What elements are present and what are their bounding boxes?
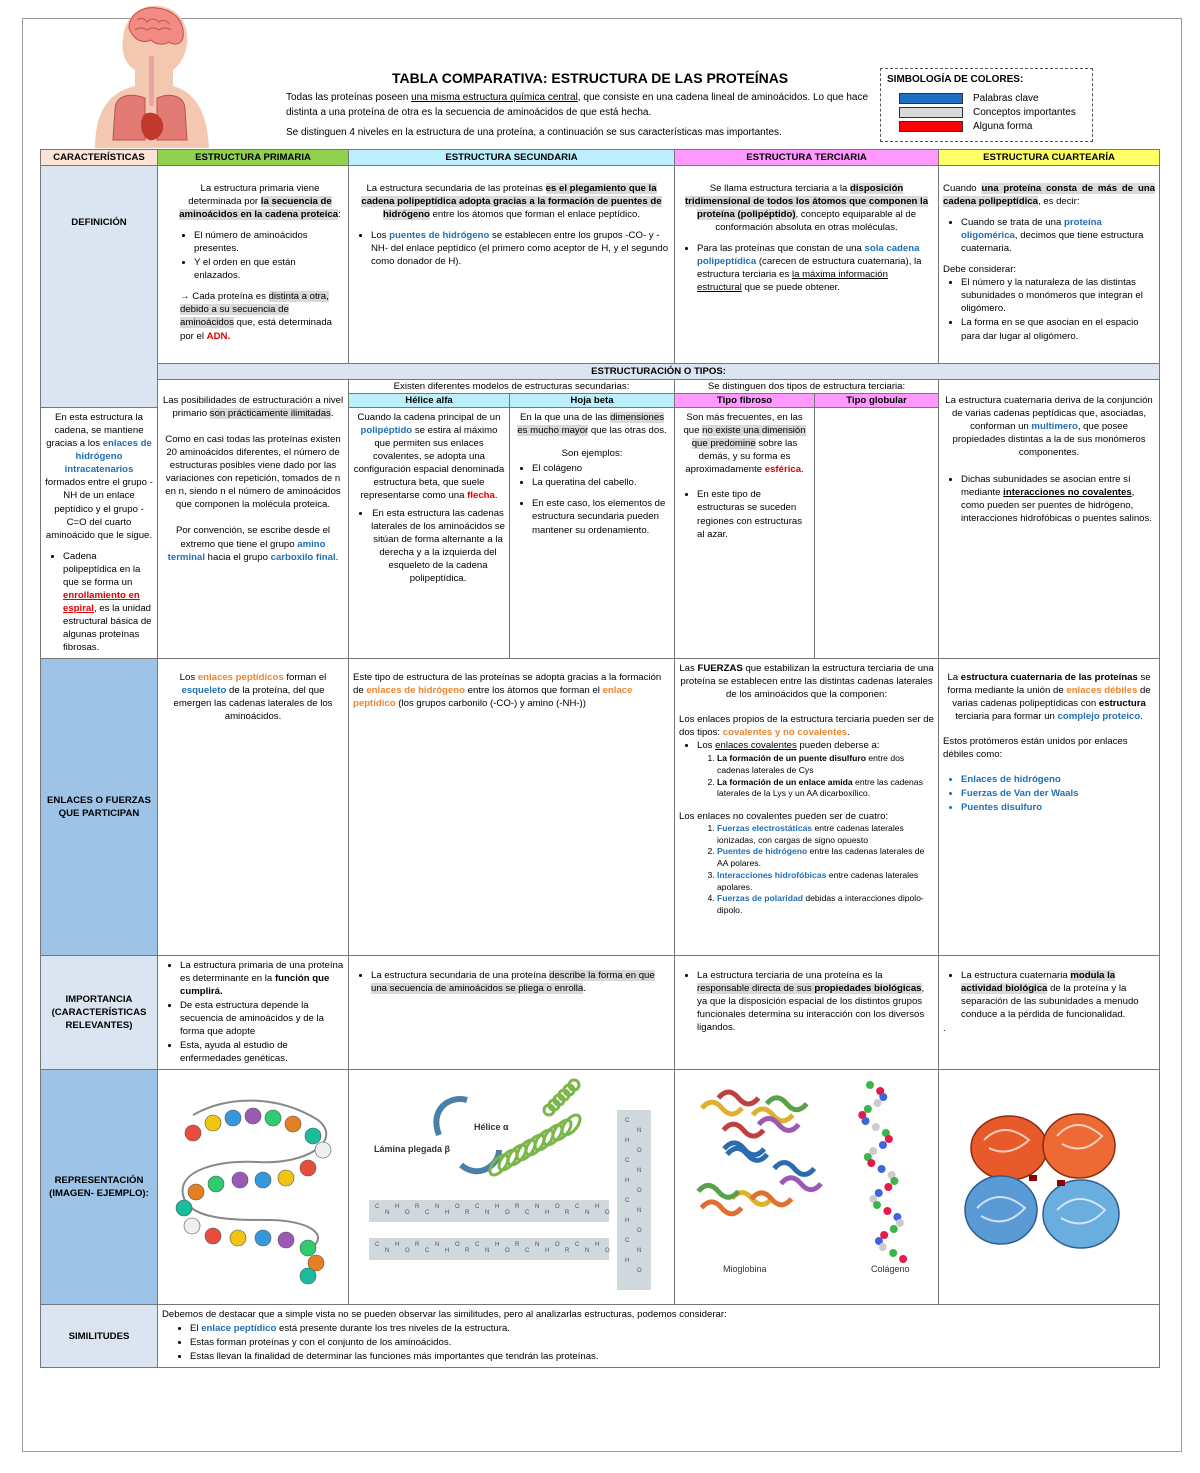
svg-text:N: N (585, 1248, 590, 1255)
similitudes-content: Debemos de destacar que a simple vista no se pueden observar las similitudes, pero al analizarlas estructuras, podemos considerar: • El enlace peptídico está presente durante los tres niveles de la estructura. • Estas forman proteínas y con el conjunto de los aminoácidos. • Estas llevan la finalidad de determinar las funciones más importantes que tendrán las proteínas. (158, 1305, 1160, 1367)
col-header-cuaternaria: ESTRUCTURA CUARTEARÍA (939, 150, 1160, 166)
row-tipos-header (41, 364, 1160, 380)
svg-text:R: R (515, 1242, 520, 1249)
svg-text:C: C (525, 1248, 530, 1255)
svg-text:Colágeno: Colágeno (871, 1264, 910, 1275)
svg-text:O: O (637, 1228, 642, 1235)
svg-text:C: C (625, 1238, 630, 1245)
svg-text:N: N (385, 1248, 390, 1255)
svg-text:N: N (435, 1204, 440, 1211)
tipos-ter-header: Se distinguen dos tipos de estructura terciaria: (675, 380, 939, 394)
svg-text:R: R (465, 1210, 470, 1217)
svg-text:R: R (565, 1210, 570, 1217)
enlaces-cuaternaria: La estructura cuaternaria de las proteínas se forma mediante la unión de enlaces débiles de varias cadenas polipeptídicas con estructura terciaria para formar un complejo proteico. Estos protómeros están unidos por enlaces débiles como: • Enlaces de hidrógeno • Fuerzas de Van der Waals • Puentes disulfuro (939, 659, 1160, 956)
row-label-representacion: REPRESENTACIÓN (IMAGEN- EJEMPLO): (41, 1070, 158, 1305)
row-importancia (41, 956, 1160, 1070)
svg-text:C: C (525, 1210, 530, 1217)
importancia-cuaternaria: • La estructura cuaternaria modula la actividad biológica de la proteína y la separación de las subunidades a menudo conduce a la pérdida de funcionalidad. . (939, 956, 1160, 1070)
color-legend (880, 68, 1093, 142)
svg-text:R: R (415, 1204, 420, 1211)
tipos-alfa: En esta estructura la cadena, se mantiene gracias a los enlaces de hidrógeno intracatenarios formados entre el grupo -NH de un enlace peptídico y el grupo -C=O del cuarto aminoácido que le sigue. • Cadena polipeptídica en la que se forma un enrollamiento en espiral, es la unidad estructural básica de algunas proteínas fibrosas. (41, 408, 158, 659)
svg-text:O: O (455, 1204, 460, 1211)
human-anatomy-illustration (85, 0, 215, 148)
svg-text:N: N (485, 1210, 490, 1217)
col-header-primaria: ESTRUCTURA PRIMARIA (158, 150, 349, 166)
svg-text:C: C (625, 1158, 630, 1165)
comparison-table (40, 149, 1160, 1368)
svg-text:O: O (637, 1148, 642, 1155)
svg-text:N: N (435, 1242, 440, 1249)
type-helice-alfa: Hélice alfa (349, 394, 510, 408)
svg-text:O: O (605, 1210, 610, 1217)
svg-text:C: C (575, 1242, 580, 1249)
svg-text:C: C (625, 1198, 630, 1205)
img-terciaria (675, 1070, 939, 1305)
type-globular: Tipo globular (815, 394, 939, 408)
legend-item-keywords: Palabras clave (887, 92, 1086, 106)
svg-text:N: N (637, 1248, 642, 1255)
svg-text:O: O (405, 1210, 410, 1217)
svg-text:C: C (425, 1210, 430, 1217)
importancia-primaria: • La estructura primaria de una proteína es determinante en la función que cumplirá. • De esta estructura depende la secuencia de aminoácidos y de la forma que adopte • Esta, ayuda al estudio de enfermedades genéticas. (158, 956, 349, 1070)
intro-paragraph-1: Todas las proteínas poseen una misma estructura química central, que consiste en una cadena lineal de aminoácidos. Lo que hace distinta a una proteína de otra es la secuencia de aminoácidos de que está hecha. (286, 92, 869, 118)
svg-text:N: N (637, 1168, 642, 1175)
svg-text:C: C (575, 1204, 580, 1211)
row-representacion (41, 1070, 1160, 1305)
svg-text:C: C (425, 1248, 430, 1255)
def-secundaria: La estructura secundaria de las proteínas es el plegamiento que la cadena polipeptídica adopta gracias a la formación de puentes de hidrógeno entre los átomos que forman el enlace peptídico. • Los puentes de hidrógeno se establecen entre los grupos -CO- y -NH- del enlace peptídico (el primero como aceptor de H, y el segundo como donador de H). (349, 166, 675, 364)
svg-text:H: H (595, 1242, 600, 1249)
col-header-terciaria: ESTRUCTURA TERCIARIA (675, 150, 939, 166)
secondary-structure-image (349, 1070, 675, 1300)
legend-swatch-blue (899, 93, 963, 104)
img-secundaria (349, 1070, 675, 1305)
tipos-beta: Cuando la cadena principal de un polipéptido se estira al máximo que permiten sus enlaces covalentes, se adopta una configuración espacial denominada estructura beta, que suele representarse como una flecha. • En esta estructura las cadenas laterales de los aminoácidos se sitúan de forma alternante a la derecha y a la izquierda del esqueleto de la cadena polipeptídica. (349, 408, 510, 659)
svg-text:Mioglobina: Mioglobina (723, 1264, 767, 1275)
legend-item-concepts: Conceptos importantes (887, 106, 1086, 120)
header-row (41, 150, 1160, 166)
def-primaria: La estructura primaria viene determinada por la secuencia de aminoácidos en la cadena proteica: • El número de aminoácidos presentes. • Y el orden en que están enlazados. → Cada proteína es distinta a otra, debido a su secuencia de aminoácidos que, está determinada por el ADN. (158, 166, 349, 364)
svg-text:H: H (395, 1242, 400, 1249)
importancia-secundaria: • La estructura secundaria de una proteína describe la forma en que una secuencia de aminoácidos se pliega o enrolla. (349, 956, 675, 1070)
intro-paragraph-2: Se distinguen 4 niveles en la estructura de una proteína, a continuación se sus características mas importantes. (286, 127, 782, 138)
legend-title: SIMBOLOGÍA DE COLORES: (887, 74, 1024, 85)
svg-text:H: H (395, 1204, 400, 1211)
svg-text:H: H (495, 1242, 500, 1249)
img-primaria (158, 1070, 349, 1305)
svg-text:O: O (605, 1248, 610, 1255)
img-cuaternaria (939, 1070, 1160, 1305)
legend-swatch-red (899, 121, 963, 132)
svg-text:N: N (535, 1242, 540, 1249)
svg-text:H: H (495, 1204, 500, 1211)
svg-text:N: N (385, 1210, 390, 1217)
type-hoja-beta: Hoja beta (510, 394, 675, 408)
svg-text:H: H (625, 1218, 630, 1225)
svg-text:O: O (555, 1242, 560, 1249)
svg-text:H: H (545, 1210, 550, 1217)
tipos-title: ESTRUCTURACIÓN O TIPOS: (158, 364, 1160, 380)
svg-text:C: C (475, 1204, 480, 1211)
svg-text:R: R (515, 1204, 520, 1211)
def-terciaria: Se llama estructura terciaria a la disposición tridimensional de todos los átomos que componen la proteína (polipéptido), concepto equiparable al de conformación absoluta en otras moléculas. • Para las proteínas que constan de una sola cadena polipeptídica (carecen de estructura cuaternaria), la estructura terciaria es la máxima información estructural que se puede obtener. (675, 166, 939, 364)
enlaces-primaria: Los enlaces peptídicos forman el esqueleto de la proteína, del que emergen las cadenas laterales de los aminoácidos. (158, 659, 349, 956)
svg-text:H: H (445, 1210, 450, 1217)
row-label-definicion: DEFINICIÓN (41, 166, 158, 408)
svg-text:N: N (637, 1208, 642, 1215)
page-title: TABLA COMPARATIVA: ESTRUCTURA DE LAS PROTEÍNAS (392, 70, 789, 86)
svg-text:H: H (625, 1138, 630, 1145)
intro-text (286, 91, 874, 147)
svg-text:H: H (445, 1248, 450, 1255)
svg-text:H: H (625, 1178, 630, 1185)
quaternary-structure-image (939, 1070, 1159, 1300)
type-fibroso: Tipo fibroso (675, 394, 815, 408)
def-cuaternaria: Cuando una proteína consta de más de una cadena polipeptídica, es decir: • Cuando se trata de una proteína oligomérica, decimos que tiene estructura cuaternaria. Debe considerar: • El número y la naturaleza de las distintas subunidades o monómeros que integran el oligómero. • La forma en se que asocian en el espacio para dar lugar al oligómero. (939, 166, 1160, 364)
svg-text:R: R (565, 1248, 570, 1255)
svg-text:C: C (475, 1242, 480, 1249)
svg-text:H: H (545, 1248, 550, 1255)
tipos-primaria: Las posibilidades de estructuración a nivel primario son prácticamente ilimitadas. Como en casi todas las proteínas existen 20 aminoácidos diferentes, el número de estructuras posibles viene dado por las variaciones con repetición, tomados de n en n, siendo n el número de aminoácidos que componen la molécula proteica. Por convención, se escribe desde el extremo que tiene el grupo amino terminal hacia el grupo carboxilo final. (158, 380, 349, 659)
svg-text:N: N (535, 1204, 540, 1211)
row-tipos-subheads (41, 380, 1160, 394)
importancia-terciaria: • La estructura terciaria de una proteína es la responsable directa de sus propiedades biológicas, ya que la disposición espacial de los distintos grupos funcionales determina su interacción con los diversos ligandos. (675, 956, 939, 1070)
enlaces-terciaria: Las FUERZAS que estabilizan la estructura terciaria de una proteína se establecen entre las distintas cadenas laterales de los aminoácidos que la componen: Los enlaces propios de la estructura terciaria pueden ser de dos tipos: covalentes y no covalentes. • Los enlaces covalentes pueden deberse a: 1. La formación de un puente disulfuro entre dos cadenas laterales de Cys 2. La formación de un enlace amida entre las cadenas laterales de la Lys y un AA dicarboxílico. Los enlaces no covalentes pueden ser de cuatro: 1. Fuerzas electrostáticas entre cadenas laterales ionizadas, con cargas de signo opuesto 2. Puentes de hidrógeno entre las cadenas laterales de AA polares. 3. Interacciones hidrofóbicas entre cadenas laterales apolares. 4. Fuerzas de polaridad debidas a interacciones dipolo-dipolo. (675, 659, 939, 956)
svg-text:O: O (505, 1210, 510, 1217)
tipos-sec-header: Existen diferentes modelos de estructuras secundarias: (349, 380, 675, 394)
svg-text:Lámina plegada β: Lámina plegada β (374, 1144, 451, 1155)
svg-text:O: O (405, 1248, 410, 1255)
svg-text:N: N (637, 1128, 642, 1135)
svg-text:R: R (415, 1242, 420, 1249)
svg-text:O: O (555, 1204, 560, 1211)
tipos-fibroso: En la que una de las dimensiones es mucho mayor que las otras dos. Son ejemplos: • El colágeno • La queratina del cabello. • En este caso, los elementos de estructura secundaria pueden mantener su ordenamiento. (510, 408, 675, 659)
tertiary-structure-image (675, 1070, 940, 1300)
svg-text:H: H (595, 1204, 600, 1211)
legend-item-shape: Alguna forma (887, 120, 1086, 134)
svg-text:N: N (585, 1210, 590, 1217)
row-label-importancia: IMPORTANCIA (CARACTERÍSTICAS RELEVANTES) (41, 956, 158, 1070)
enlaces-secundaria: Este tipo de estructura de las proteínas se adopta gracias a la formación de enlaces de hidrógeno entre los átomos que forman el enlace peptídico (los grupos carbonilo (-CO-) y amino (-NH-)) (349, 659, 675, 956)
row-label-enlaces: ENLACES O FUERZAS QUE PARTICIPAN (41, 659, 158, 956)
svg-text:O: O (637, 1268, 642, 1275)
row-similitudes (41, 1305, 1160, 1367)
col-header-caracteristicas: CARACTERÍSTICAS (41, 150, 158, 166)
row-definicion (41, 166, 1160, 364)
svg-text:O: O (455, 1242, 460, 1249)
tipos-cuaternaria: La estructura cuaternaria deriva de la conjunción de varias cadenas peptídicas que, asociadas, conforman un multímero, que posee propiedades distintas a la de sus monómeros componentes. • Dichas subunidades se asocian entre sí mediante interacciones no covalentes, como pueden ser puentes de hidrógeno, interacciones hidrofóbicas o puentes salinos. (939, 380, 1160, 659)
legend-swatch-gray (899, 107, 963, 118)
tipos-globular: Son más frecuentes, en las que no existe una dimensión que predomine sobre las demás, y su forma es aproximadamente esférica. • En este tipo de estructuras se suceden regiones con estructuras al azar. (675, 408, 815, 659)
svg-text:C: C (625, 1118, 630, 1125)
svg-text:C: C (375, 1242, 380, 1249)
svg-text:O: O (637, 1188, 642, 1195)
svg-text:Hélice α: Hélice α (474, 1122, 509, 1133)
svg-text:O: O (505, 1248, 510, 1255)
row-label-similitudes: SIMILITUDES (41, 1305, 158, 1367)
svg-text:C: C (375, 1204, 380, 1211)
svg-text:R: R (465, 1248, 470, 1255)
col-header-secundaria: ESTRUCTURA SECUNDARIA (349, 150, 675, 166)
svg-text:N: N (485, 1248, 490, 1255)
svg-text:H: H (625, 1258, 630, 1265)
row-enlaces (41, 659, 1160, 956)
amino-acid-chain-image (158, 1070, 348, 1300)
